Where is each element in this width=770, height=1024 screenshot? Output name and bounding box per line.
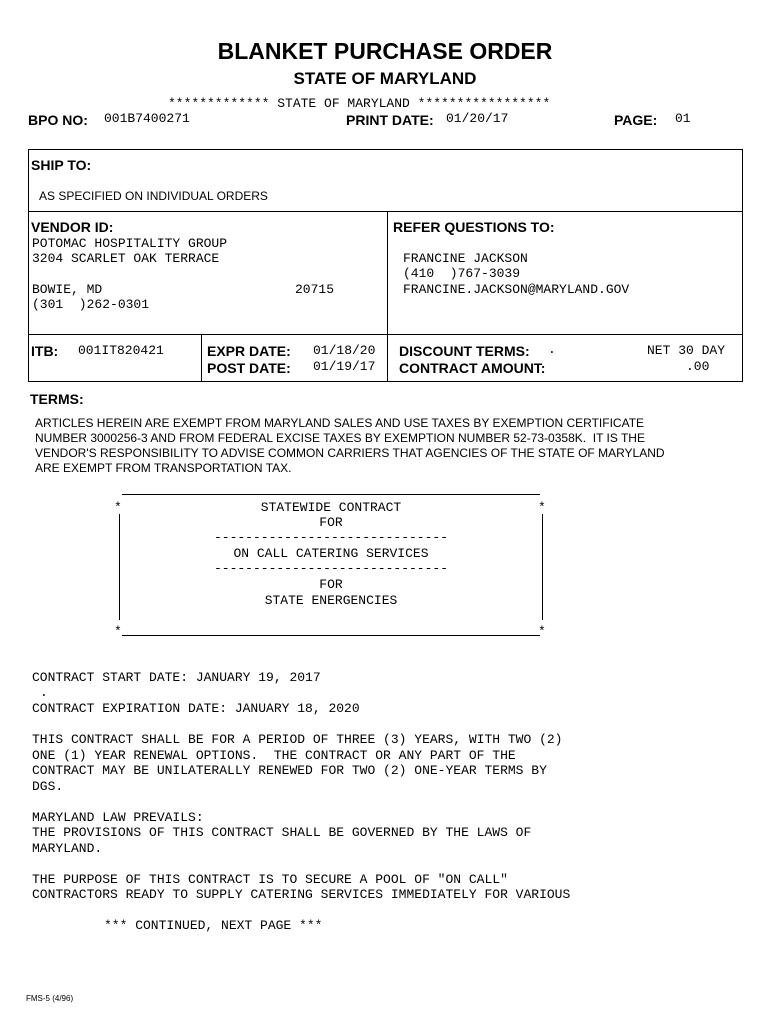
terms-line: VENDOR'S RESPONSIBILITY TO ADVISE COMMON CARRIERS THAT AGENCIES OF THE STATE OF MARYLAND xyxy=(35,446,665,460)
page-value: 01 xyxy=(675,111,691,126)
terms-line: ARTICLES HEREIN ARE EXEMPT FROM MARYLAND SALES AND USE TAXES BY EXEMPTION CERTIFICATE xyxy=(35,416,645,430)
discount-terms-value: NET 30 DAY xyxy=(647,343,726,358)
ship-to-label: SHIP TO: xyxy=(31,157,92,173)
contract-box-left xyxy=(119,514,120,620)
post-date-value: 01/19/17 xyxy=(313,359,376,374)
contract-box-line: FOR xyxy=(319,577,343,592)
contract-box-dashes: ------------------------------ xyxy=(213,561,449,576)
print-date-value: 01/20/17 xyxy=(446,111,509,126)
contract-box-line: ON CALL CATERING SERVICES xyxy=(233,546,429,561)
body-dot: . xyxy=(40,685,48,700)
contract-box-top xyxy=(122,494,540,495)
contact-phone: (410 )767-3039 xyxy=(403,266,521,281)
contract-box-star: * xyxy=(538,624,546,639)
contact-email: FRANCINE.JACKSON@MARYLAND.GOV xyxy=(403,282,630,297)
stars-line: ************* STATE OF MARYLAND ***************** xyxy=(168,96,551,111)
period-line: DGS. xyxy=(32,779,64,794)
contract-expiration-date: CONTRACT EXPIRATION DATE: JANUARY 18, 2020 xyxy=(32,701,360,716)
discount-terms-dot: . xyxy=(548,342,556,357)
document-title: BLANKET PURCHASE ORDER xyxy=(217,38,553,64)
contract-start-date: CONTRACT START DATE: JANUARY 19, 2017 xyxy=(32,670,321,685)
print-date-label: PRINT DATE: xyxy=(346,112,434,128)
vendor-address: 3204 SCARLET OAK TERRACE xyxy=(32,251,220,266)
expr-date-value: 01/18/20 xyxy=(313,343,376,358)
discount-terms-label: DISCOUNT TERMS: xyxy=(399,343,530,359)
post-date-label: POST DATE: xyxy=(207,360,291,376)
box-divider-shipto xyxy=(28,211,743,212)
period-line: ONE (1) YEAR RENEWAL OPTIONS. THE CONTRACT OR ANY PART OF THE xyxy=(32,748,516,763)
vendor-city: BOWIE, MD xyxy=(32,282,103,297)
contract-box-dashes: ------------------------------ xyxy=(213,530,449,545)
contract-box-line: STATE ENERGENCIES xyxy=(264,593,398,608)
document-subtitle: STATE OF MARYLAND xyxy=(293,69,477,88)
vendor-name: POTOMAC HOSPITALITY GROUP xyxy=(32,236,228,251)
box-right-border xyxy=(742,149,743,382)
contract-box-star: * xyxy=(114,624,122,639)
period-line: CONTRACT MAY BE UNILATERALLY RENEWED FOR TWO (2) ONE-YEAR TERMS BY xyxy=(32,763,547,778)
contract-box-right xyxy=(542,514,543,620)
terms-label: TERMS: xyxy=(30,391,84,407)
contract-box-bottom xyxy=(122,635,540,636)
period-line: THIS CONTRACT SHALL BE FOR A PERIOD OF THREE (3) YEARS, WITH TWO (2) xyxy=(32,732,563,747)
box-top-border xyxy=(28,149,743,150)
law-line: MARYLAND LAW PREVAILS: xyxy=(32,810,204,825)
law-line: MARYLAND. xyxy=(32,841,103,856)
contract-box-star: * xyxy=(114,500,122,515)
contract-amount-label: CONTRACT AMOUNT: xyxy=(399,360,546,376)
terms-line: NUMBER 3000256-3 AND FROM FEDERAL EXCISE TAXES BY EXEMPTION NUMBER 52-73-0358K. IT IS THE xyxy=(35,431,645,445)
contract-box-line: FOR xyxy=(319,515,343,530)
ship-to-value: AS SPECIFIED ON INDIVIDUAL ORDERS xyxy=(39,189,268,203)
law-line: THE PROVISIONS OF THIS CONTRACT SHALL BE GOVERNED BY THE LAWS OF xyxy=(32,825,532,840)
continued-notice: *** CONTINUED, NEXT PAGE *** xyxy=(104,918,323,933)
itb-label: ITB: xyxy=(31,343,59,359)
refer-questions-label: REFER QUESTIONS TO: xyxy=(393,219,555,235)
expr-date-label: EXPR DATE: xyxy=(207,343,291,359)
itb-value: 001IT820421 xyxy=(78,343,164,358)
box-divider-itb xyxy=(28,334,743,335)
contract-box-star: * xyxy=(538,500,546,515)
box-bottom-border xyxy=(28,381,743,382)
page-label: PAGE: xyxy=(614,112,658,128)
box-divider-vendor xyxy=(387,211,388,382)
vendor-id-label: VENDOR ID: xyxy=(31,219,114,235)
box-left-border xyxy=(28,149,29,382)
purpose-line: CONTRACTORS READY TO SUPPLY CATERING SERVICES IMMEDIATELY FOR VARIOUS xyxy=(32,887,571,902)
form-id: FMS-5 (4/96) xyxy=(26,994,74,1003)
bpo-label: BPO NO: xyxy=(28,112,88,128)
bpo-value: 001B7400271 xyxy=(104,111,190,126)
vendor-zip: 20715 xyxy=(295,282,335,297)
box-divider-itb-dates xyxy=(201,334,202,382)
vendor-phone: (301 )262-0301 xyxy=(32,297,150,312)
contact-name: FRANCINE JACKSON xyxy=(403,251,528,266)
terms-line: ARE EXEMPT FROM TRANSPORTATION TAX. xyxy=(35,461,292,475)
contract-box-line: STATEWIDE CONTRACT xyxy=(260,500,402,515)
contract-amount-value: .00 xyxy=(686,359,710,374)
purpose-line: THE PURPOSE OF THIS CONTRACT IS TO SECURE A POOL OF "ON CALL" xyxy=(32,872,508,887)
